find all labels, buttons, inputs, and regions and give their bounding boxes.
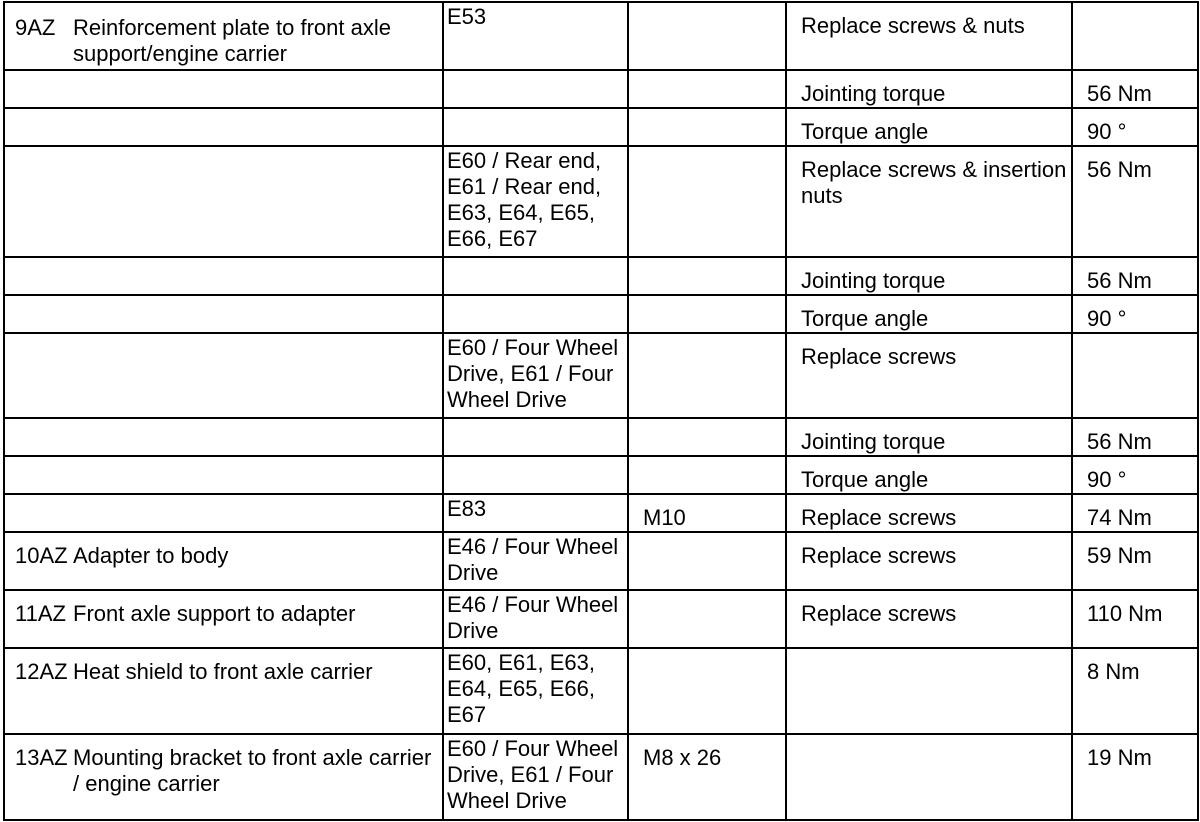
table-row [4,734,1198,820]
note-text: Replace screws [801,543,957,568]
note-cell [786,2,1072,70]
note-text [787,735,1071,745]
table-row [4,108,1198,146]
model-cell [443,295,628,333]
model-text [444,71,627,72]
note-cell [786,70,1072,108]
item-cell [4,295,443,333]
note-cell [786,456,1072,494]
note-text: Replace screws & insertion nuts [801,157,1067,208]
model-text [444,109,627,110]
value-cell [1072,494,1198,532]
torque-spec-table [3,1,1199,821]
model-cell [443,532,628,590]
value-text: 8 Nm [1087,659,1140,684]
table-row [4,590,1198,648]
value-text: 56 Nm [1087,157,1152,182]
size-cell [628,333,786,418]
item-description: Adapter to body [73,543,229,568]
size-cell [628,418,786,456]
item-cell [4,70,443,108]
model-cell [443,648,628,734]
model-cell [443,2,628,70]
value-cell [1072,734,1198,820]
table-row [4,295,1198,333]
item-cell [4,333,443,418]
item-cell [4,456,443,494]
value-cell [1072,532,1198,590]
item-description: Mounting bracket to front axle carrier / engine carrier [73,745,432,796]
model-cell [443,494,628,532]
table-row [4,648,1198,734]
note-cell [786,418,1072,456]
note-text: Replace screws [801,344,957,369]
model-text: E60, E61, E63, E64, E65, E66, E67 [447,650,595,727]
value-text: 56 Nm [1087,429,1152,454]
model-cell [443,70,628,108]
note-text: Replace screws & nuts [801,13,1025,38]
value-cell [1072,648,1198,734]
value-text: 56 Nm [1087,81,1152,106]
model-cell [443,146,628,257]
table-row [4,494,1198,532]
note-text: Jointing torque [801,268,946,293]
item-cell [4,494,443,532]
size-text [629,296,785,306]
item-cell [4,532,443,590]
model-text: E83 [447,496,487,521]
note-cell [786,648,1072,734]
size-cell [628,2,786,70]
model-cell [443,418,628,456]
table-row [4,2,1198,70]
note-cell [786,146,1072,257]
table-row [4,257,1198,295]
size-text [629,334,785,344]
note-cell [786,333,1072,418]
size-cell [628,734,786,820]
note-cell [786,734,1072,820]
note-cell [786,494,1072,532]
table-row [4,70,1198,108]
size-text [629,258,785,268]
item-cell [4,2,443,70]
model-text: E53 [447,4,487,29]
item-cell [4,418,443,456]
note-cell [786,532,1072,590]
size-cell [628,146,786,257]
size-cell [628,108,786,146]
model-text: E60 / Rear end, E61 / Rear end, E63, E64, E65, E66, E67 [447,148,602,251]
model-text [444,419,627,420]
size-cell [628,456,786,494]
size-cell [628,295,786,333]
size-text [629,591,785,601]
table-row [4,333,1198,418]
item-code: 10AZ [15,543,68,568]
size-cell [628,648,786,734]
value-text: 90 ° [1087,467,1127,492]
note-text: Jointing torque [801,429,946,454]
model-text [444,296,627,297]
note-text: Torque angle [801,467,929,492]
value-cell [1072,257,1198,295]
value-text: 19 Nm [1087,745,1152,770]
note-text: Replace screws [801,601,957,626]
item-code: 13AZ [15,745,68,770]
model-cell [443,257,628,295]
item-cell [4,146,443,257]
model-text: E60 / Four Wheel Drive, E61 / Four Wheel Drive [447,736,619,813]
size-cell [628,590,786,648]
value-cell [1072,108,1198,146]
table-row [4,532,1198,590]
note-text: Replace screws [801,505,957,530]
item-cell [4,108,443,146]
note-text [787,649,1071,659]
value-cell [1072,70,1198,108]
value-cell [1072,456,1198,494]
value-text: 90 ° [1087,306,1127,331]
item-description: Reinforcement plate to front axle support/engine carrier [73,15,391,66]
model-cell [443,456,628,494]
value-cell [1072,295,1198,333]
size-cell [628,532,786,590]
item-code: 12AZ [15,659,68,684]
model-text: E46 / Four Wheel Drive [447,592,619,643]
value-text: 110 Nm [1087,601,1163,626]
item-description: Front axle support to adapter [73,601,356,626]
model-text [444,258,627,259]
model-cell [443,333,628,418]
size-text [629,109,785,119]
item-cell [4,257,443,295]
model-text [444,457,627,458]
size-text: M8 x 26 [643,745,722,770]
item-cell [4,734,443,820]
size-cell [628,494,786,532]
size-cell [628,257,786,295]
item-cell [4,590,443,648]
value-cell [1072,2,1198,70]
note-cell [786,257,1072,295]
value-text: 59 Nm [1087,543,1152,568]
value-text: 74 Nm [1087,505,1152,530]
item-description: Heat shield to front axle carrier [73,659,373,684]
size-text [629,457,785,467]
item-code: 11AZ [15,601,66,626]
note-text: Torque angle [801,306,929,331]
table-row [4,146,1198,257]
item-cell [4,648,443,734]
value-text [1073,3,1197,13]
note-text: Torque angle [801,119,929,144]
size-text [629,533,785,543]
note-cell [786,108,1072,146]
size-text [629,147,785,157]
value-cell [1072,333,1198,418]
size-text [629,71,785,81]
model-cell [443,590,628,648]
note-cell [786,295,1072,333]
size-text [629,3,785,13]
size-text [629,419,785,429]
model-cell [443,108,628,146]
size-text: M10 [643,505,686,530]
value-text: 90 ° [1087,119,1127,144]
size-cell [628,70,786,108]
value-text: 56 Nm [1087,268,1152,293]
model-cell [443,734,628,820]
table-row [4,418,1198,456]
value-cell [1072,590,1198,648]
value-cell [1072,146,1198,257]
size-text [629,649,785,659]
model-text: E60 / Four Wheel Drive, E61 / Four Wheel Drive [447,335,619,412]
note-text: Jointing torque [801,81,946,106]
item-code: 9AZ [15,15,56,40]
value-cell [1072,418,1198,456]
note-cell [786,590,1072,648]
model-text: E46 / Four Wheel Drive [447,534,619,585]
table-row [4,456,1198,494]
value-text [1073,334,1197,344]
